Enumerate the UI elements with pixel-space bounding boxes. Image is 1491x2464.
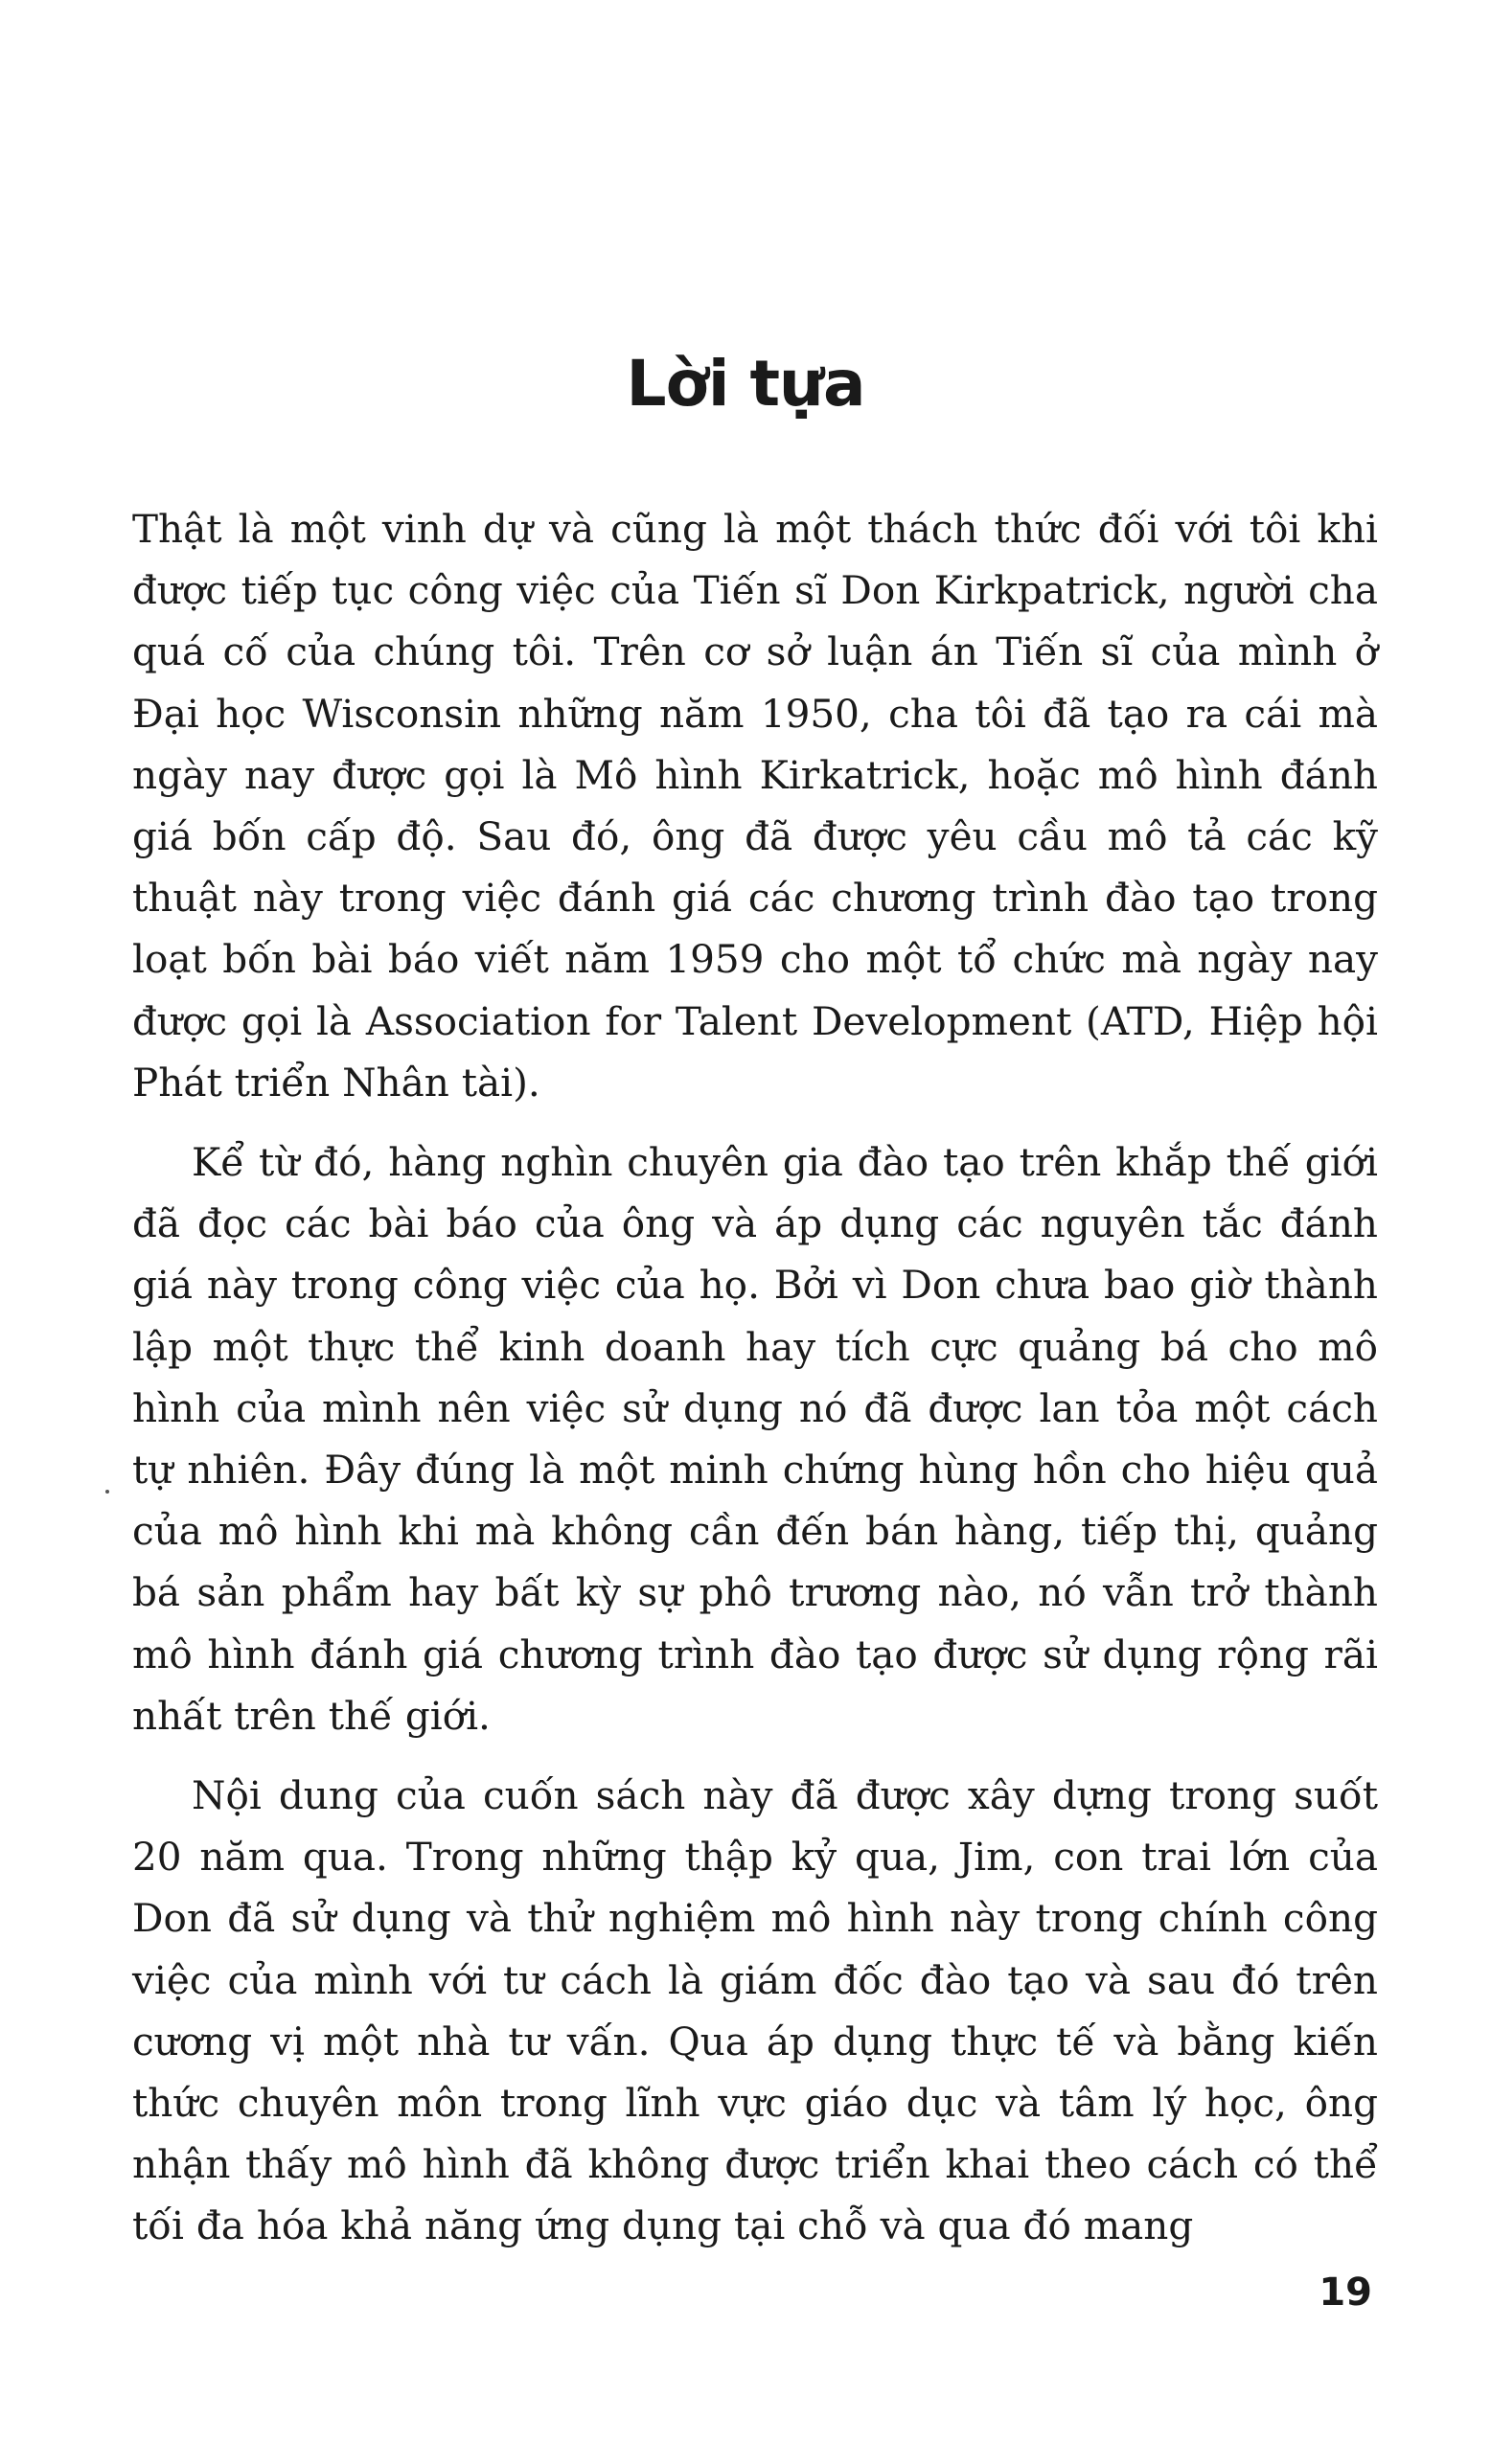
paragraph-2: Kể từ đó, hàng nghìn chuyên gia đào tạo trên khắp thế giới đã đọc các bài báo của ông và áp dụng các nguyên tắc đánh giá này trong công việc của họ. Bởi vì Don chưa bao giờ thành lập một thực thể kinh doanh hay tích cực quảng bá cho mô hình của mình nên việc sử dụng nó đã được lan tỏa một cách tự nhiên. Đây đúng là một minh chứng hùng hồn cho hiệu quả của mô hình khi mà không cần đến bán hàng, tiếp thị, quảng bá sản phẩm hay bất kỳ sự phô trương nào, nó vẫn trở thành mô hình đánh giá chương trình đào tạo được sử dụng rộng rãi nhất trên thế giới. — [132, 1139, 1378, 1739]
page-number: 19 — [1319, 2270, 1372, 2315]
chapter-title: Lời tựa — [626, 347, 865, 421]
print-speck — [105, 1490, 109, 1494]
body-text — [132, 498, 1378, 2275]
paragraph-1: Thật là một vinh dự và cũng là một thách thức đối với tôi khi được tiếp tục công việc của Tiến sĩ Don Kirkpatrick, người cha quá cố của chúng tôi. Trên cơ sở luận án Tiến sĩ của mình ở Đại học Wisconsin những năm 1950, cha tôi đã tạo ra cái mà ngày nay được gọi là Mô hình Kirkatrick, hoặc mô hình đánh giá bốn cấp độ. Sau đó, ông đã được yêu cầu mô tả các kỹ thuật này trong việc đánh giá các chương trình đào tạo trong loạt bốn bài báo viết năm 1959 cho một tổ chức mà ngày nay được gọi là Association for Talent Development (ATD, Hiệp hội Phát triển Nhân tài). — [132, 506, 1378, 1106]
paragraph-3: Nội dung của cuốn sách này đã được xây dựng trong suốt 20 năm qua. Trong những thập kỷ qua, Jim, con trai lớn của Don đã sử dụng và thử nghiệm mô hình này trong chính công việc của mình với tư cách là giám đốc đào tạo và sau đó trên cương vị một nhà tư vấn. Qua áp dụng thực tế và bằng kiến thức chuyên môn trong lĩnh vực giáo dục và tâm lý học, ông nhận thấy mô hình đã không được triển khai theo cách có thể tối đa hóa khả năng ứng dụng tại chỗ và qua đó mang — [132, 1772, 1378, 2249]
